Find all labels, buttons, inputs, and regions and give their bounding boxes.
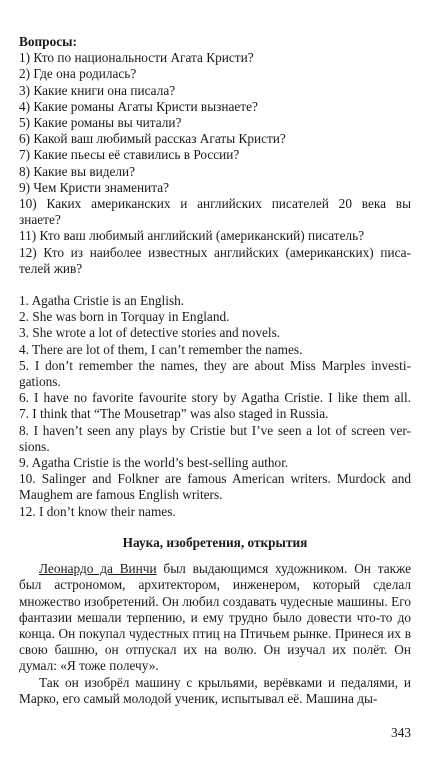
answer-line: 9. Agatha Cristie is the world’s best-selling author. bbox=[19, 455, 289, 471]
answer-line: 10. Salinger and Folkner are famous American writers. Murdock and bbox=[19, 471, 411, 487]
answer-line: 2. She was born in Torquay in England. bbox=[19, 309, 230, 325]
answer-line: 7. I think that “The Mousetrap” was also staged in Russia. bbox=[19, 406, 329, 422]
question-line: 12) Кто из наиболее известных английских (американских) писа- bbox=[19, 244, 411, 260]
paragraph-2: Так он изобрёл машину с крыльями, верёвками и педалями, и Марко, его самый молодой ученик, испытывал её. Машина ды- bbox=[19, 674, 411, 706]
answer-line: sions. bbox=[19, 438, 50, 454]
paragraph-1 bbox=[19, 561, 411, 674]
answer-line: 12. I don’t know their names. bbox=[19, 503, 176, 519]
question-line: 11) Кто ваш любимый английский (американский) писатель? bbox=[19, 228, 365, 244]
page-number: 343 bbox=[391, 725, 411, 740]
questions-heading: Вопросы: bbox=[19, 34, 77, 49]
answer-line: 1. Agatha Cristie is an English. bbox=[19, 293, 185, 309]
answer-line: 8. I haven’t seen any plays by Cristie but I’ve seen a lot of screen ver- bbox=[19, 422, 411, 438]
spacer bbox=[19, 277, 411, 293]
question-line: 6) Какой ваш любимый рассказ Агаты Кристи? bbox=[19, 131, 286, 147]
answer-line: 4. There are lot of them, I can’t remember the names. bbox=[19, 341, 303, 357]
question-line: 10) Каких американских и английских писателей 20 века вы bbox=[19, 196, 411, 212]
question-line: 1) Кто по национальности Агата Кристи? bbox=[19, 50, 254, 66]
answer-line: 5. I don’t remember the names, they are about Miss Marples investi- bbox=[19, 357, 411, 373]
underlined-name: Леонардо да Винчи bbox=[39, 561, 157, 577]
question-line: 9) Чем Кристи знаменита? bbox=[19, 179, 170, 195]
section-title: Наука, изобретения, открытия bbox=[122, 534, 308, 550]
question-line: 3) Какие книги она писала? bbox=[19, 82, 176, 98]
question-line: знаете? bbox=[19, 212, 61, 228]
answer-line: Maughem are famous English writers. bbox=[19, 487, 223, 503]
question-line: телей жив? bbox=[19, 260, 83, 276]
question-line: 4) Какие романы Агаты Кристи вызнаете? bbox=[19, 98, 258, 114]
question-line: 5) Какие романы вы читали? bbox=[19, 115, 182, 131]
paragraph-1-text: был выдающимся художником. Он также был астрономом, архитектором, инженером, который сделал множество изобретений. Он любил создавать чудесные машины. Его фантазии мешали терпению, и ему трудно было довести что-то до конца. Он покупал чудестных птиц на Птичьем рынке. Принеся их в свою башню, он отпускал их на волю. Он изучал их полёт. Он думал: «Я тоже полечу». bbox=[19, 561, 411, 674]
question-line: 7) Какие пьесы её ставились в России? bbox=[19, 147, 240, 163]
page-content bbox=[19, 34, 411, 707]
question-line: 2) Где она родилась? bbox=[19, 66, 137, 82]
answer-line: 6. I have no favorite favourite story by Agatha Cristie. I like them all. bbox=[19, 390, 411, 406]
answer-line: gations. bbox=[19, 374, 61, 390]
question-line: 8) Какие вы видели? bbox=[19, 163, 136, 179]
answer-line: 3. She wrote a lot of detective stories and novels. bbox=[19, 325, 281, 341]
